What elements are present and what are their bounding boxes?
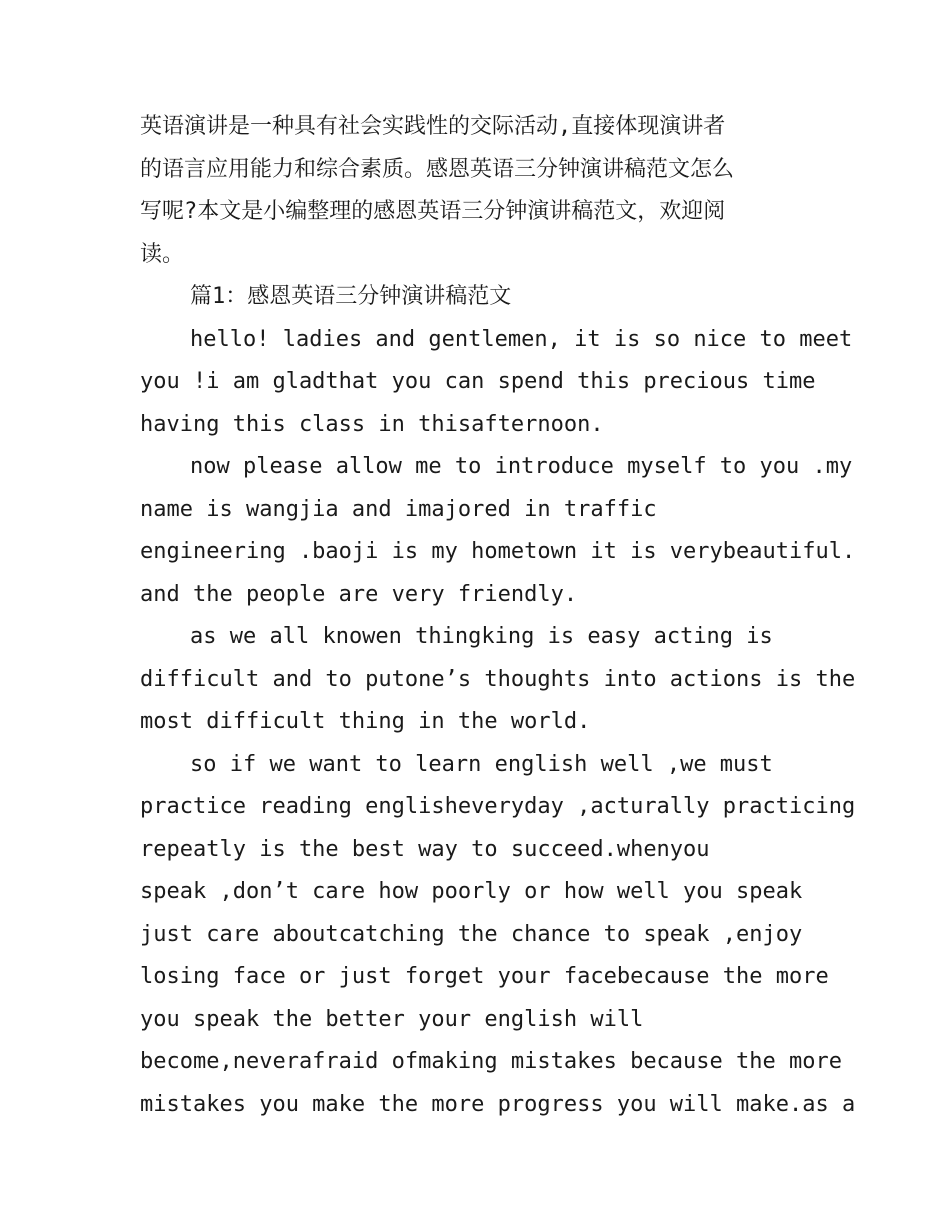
text-line: now please allow me to introduce myself to you .my xyxy=(190,454,853,479)
text-line: so if we want to learn english well ,we must xyxy=(190,752,773,777)
text-line: as we all knowen thingking is easy acting is xyxy=(190,624,773,649)
text-line: just care aboutcatching the chance to speak ,enjoy xyxy=(140,922,803,947)
text-line: become,neverafraid ofmaking mistakes because the more xyxy=(140,1049,842,1074)
text-line: 英语演讲是一种具有社会实践性的交际活动,直接体现演讲者 xyxy=(140,114,726,139)
text-line: losing face or just forget your facebecause the more xyxy=(140,964,829,989)
text-line: repeatly is the best way to succeed.whenyou xyxy=(140,837,710,862)
text-line: 的语言应用能力和综合素质。感恩英语三分钟演讲稿范文怎么 xyxy=(140,157,735,182)
text-line: engineering .baoji is my hometown it is verybeautiful. xyxy=(140,539,856,564)
text-line: speak ,don’t care how poorly or how well you speak xyxy=(140,879,803,904)
text-line: you !i am gladthat you can spend this precious time xyxy=(140,369,816,394)
text-line: difficult and to putone’s thoughts into actions is the xyxy=(140,667,856,692)
text-line: you speak the better your english will xyxy=(140,1007,644,1032)
section-heading: 篇1：感恩英语三分钟演讲稿范文 xyxy=(190,284,512,309)
text-line: 写呢?本文是小编整理的感恩英语三分钟演讲稿范文，欢迎阅 xyxy=(140,199,726,224)
text-line: mistakes you make the more progress you will make.as a xyxy=(140,1092,856,1117)
text-line: and the people are very friendly. xyxy=(140,582,578,607)
text-line: name is wangjia and imajored in traffic xyxy=(140,497,657,522)
text-line: most difficult thing in the world. xyxy=(140,709,591,734)
text-line: having this class in thisafternoon. xyxy=(140,412,604,437)
text-line: 读。 xyxy=(140,242,185,267)
text-line: hello! ladies and gentlemen, it is so nice to meet xyxy=(190,327,853,352)
text-line: practice reading englisheveryday ,acturally practicing xyxy=(140,794,856,819)
